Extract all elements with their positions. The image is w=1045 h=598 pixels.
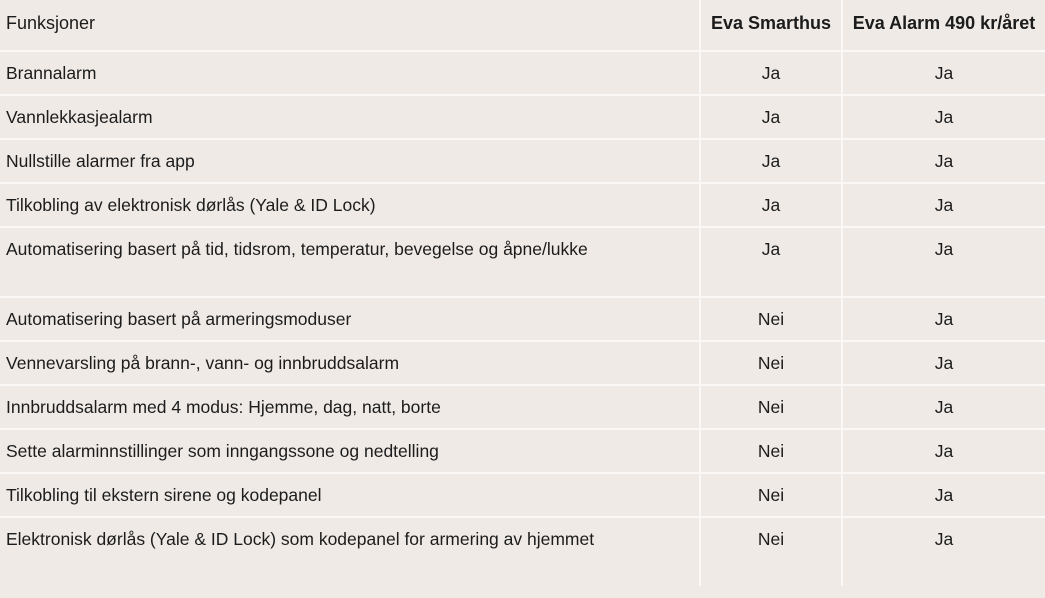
feature-name-cell: Innbruddsalarm med 4 modus: Hjemme, dag, natt, borte (0, 385, 700, 429)
table-header (0, 0, 1045, 51)
column-header-eva-smarthus: Eva Smarthus (700, 0, 842, 51)
feature-name-cell: Brannalarm (0, 51, 700, 95)
eva-smarthus-value-cell: Ja (700, 139, 842, 183)
column-header-features: Funksjoner (0, 0, 700, 51)
feature-name-cell: Automatisering basert på armeringsmoduser (0, 297, 700, 341)
eva-smarthus-value-cell: Ja (700, 95, 842, 139)
column-header-eva-alarm: Eva Alarm 490 kr/året (842, 0, 1045, 51)
table-header-row (0, 0, 1045, 51)
eva-smarthus-value-cell: Nei (700, 341, 842, 385)
eva-alarm-value-cell: Ja (842, 95, 1045, 139)
feature-name-cell: Nullstille alarmer fra app (0, 139, 700, 183)
feature-name-cell: Automatisering basert på tid, tidsrom, temperatur, bevegelse og åpne/lukke (0, 227, 700, 297)
table-row (0, 139, 1045, 183)
eva-alarm-value-cell: Ja (842, 227, 1045, 297)
table-row (0, 51, 1045, 95)
feature-name-cell: Tilkobling av elektronisk dørlås (Yale & ID Lock) (0, 183, 700, 227)
eva-smarthus-value-cell: Nei (700, 385, 842, 429)
table-row (0, 429, 1045, 473)
table-row (0, 297, 1045, 341)
eva-alarm-value-cell: Ja (842, 385, 1045, 429)
eva-alarm-value-cell: Ja (842, 429, 1045, 473)
eva-alarm-value-cell: Ja (842, 297, 1045, 341)
eva-alarm-value-cell: Ja (842, 139, 1045, 183)
table-row (0, 183, 1045, 227)
feature-name-cell: Tilkobling til ekstern sirene og kodepanel (0, 473, 700, 517)
eva-smarthus-value-cell: Nei (700, 473, 842, 517)
table-body (0, 51, 1045, 586)
eva-smarthus-value-cell: Ja (700, 183, 842, 227)
table-row (0, 517, 1045, 586)
feature-name-cell: Vannlekkasjealarm (0, 95, 700, 139)
table-row (0, 95, 1045, 139)
eva-smarthus-value-cell: Ja (700, 227, 842, 297)
eva-alarm-value-cell: Ja (842, 517, 1045, 586)
eva-smarthus-value-cell: Ja (700, 51, 842, 95)
feature-name-cell: Sette alarminnstillinger som inngangssone og nedtelling (0, 429, 700, 473)
feature-name-cell: Vennevarsling på brann-, vann- og innbruddsalarm (0, 341, 700, 385)
feature-name-cell: Elektronisk dørlås (Yale & ID Lock) som kodepanel for armering av hjemmet (0, 517, 700, 586)
eva-smarthus-value-cell: Nei (700, 517, 842, 586)
eva-smarthus-value-cell: Nei (700, 297, 842, 341)
table-row (0, 341, 1045, 385)
eva-smarthus-value-cell: Nei (700, 429, 842, 473)
eva-alarm-value-cell: Ja (842, 473, 1045, 517)
table-row (0, 473, 1045, 517)
table-row (0, 227, 1045, 297)
table-row (0, 385, 1045, 429)
eva-alarm-value-cell: Ja (842, 183, 1045, 227)
eva-alarm-value-cell: Ja (842, 341, 1045, 385)
eva-alarm-value-cell: Ja (842, 51, 1045, 95)
